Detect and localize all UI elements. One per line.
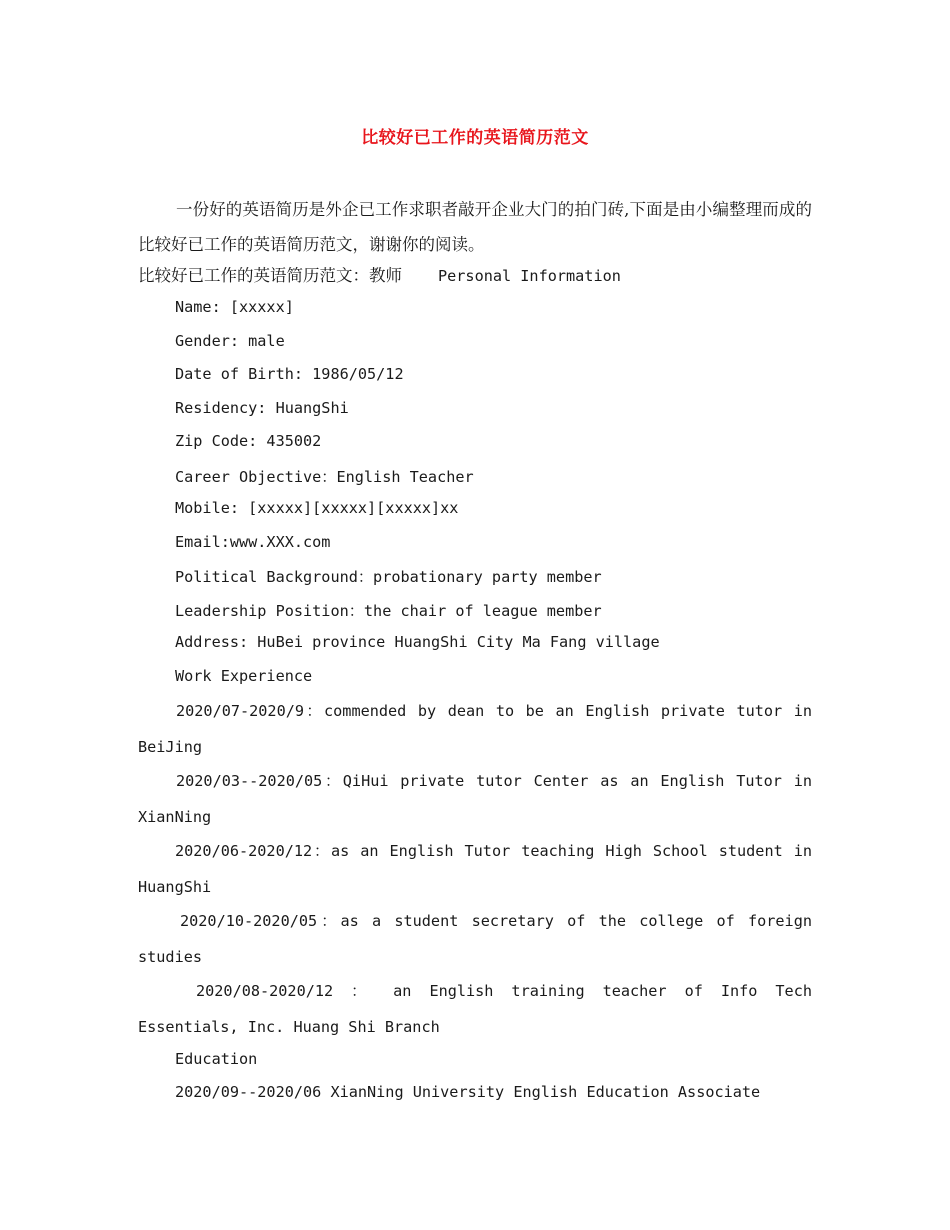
work-entry-line: 2020/06-2020/12：as an English Tutor teaching High School student in (175, 842, 812, 860)
personal-gender: Gender: male (175, 332, 285, 350)
work-entry (138, 763, 812, 835)
section-heading-en: Personal Information (438, 267, 621, 285)
personal-dob: Date of Birth: 1986/05/12 (175, 365, 404, 383)
work-entry-continuation: studies (138, 948, 203, 966)
work-entry-continuation: BeiJing (138, 738, 203, 756)
work-entry-line: 2020/07-2020/9：commended by dean to be an English private tutor in (176, 702, 812, 720)
work-entry (138, 973, 812, 1045)
personal-objective: Career Objective：English Teacher (175, 468, 474, 486)
work-entry-continuation: XianNing (138, 808, 212, 826)
work-entry (138, 693, 812, 765)
personal-zip: Zip Code: 435002 (175, 432, 322, 450)
education-heading: Education (175, 1050, 258, 1068)
personal-address: Address: HuBei province HuangShi City Ma Fang village (175, 633, 660, 651)
personal-mobile: Mobile: [xxxxx][xxxxx][xxxxx]xx (175, 499, 459, 517)
work-entry (138, 833, 812, 905)
personal-name: Name: [xxxxx] (175, 298, 294, 316)
work-experience-heading: Work Experience (175, 667, 313, 685)
work-entry-line: 2020/10-2020/05：as a student secretary of the college of foreign (180, 912, 812, 930)
personal-political: Political Background：probationary party member (175, 568, 602, 586)
work-entry-line: 2020/08-2020/12 ： an English training teacher of Info Tech (196, 982, 812, 1000)
section-heading-cn: 比较好已工作的英语简历范文：教师 (138, 266, 402, 285)
intro-paragraph: 一份好的英语简历是外企已工作求职者敲开企业大门的拍门砖,下面是由小编整理而成的比较好已工作的英语简历范文，谢谢你的阅读。 (138, 200, 812, 254)
personal-email: Email:www.XXX.com (175, 533, 331, 551)
work-entry-line: 2020/03--2020/05：QiHui private tutor Center as an English Tutor in (176, 772, 812, 790)
work-entry (138, 903, 812, 975)
personal-leadership: Leadership Position：the chair of league member (175, 602, 602, 620)
section-heading-line (138, 262, 621, 286)
document-title: 比较好已工作的英语简历范文 (361, 128, 589, 148)
education-entry: 2020/09--2020/06 XianNing University English Education Associate (175, 1083, 761, 1101)
personal-residency: Residency: HuangShi (175, 399, 349, 417)
work-entry-continuation: Essentials, Inc. Huang Shi Branch (138, 1018, 440, 1036)
work-entry-continuation: HuangShi (138, 878, 212, 896)
